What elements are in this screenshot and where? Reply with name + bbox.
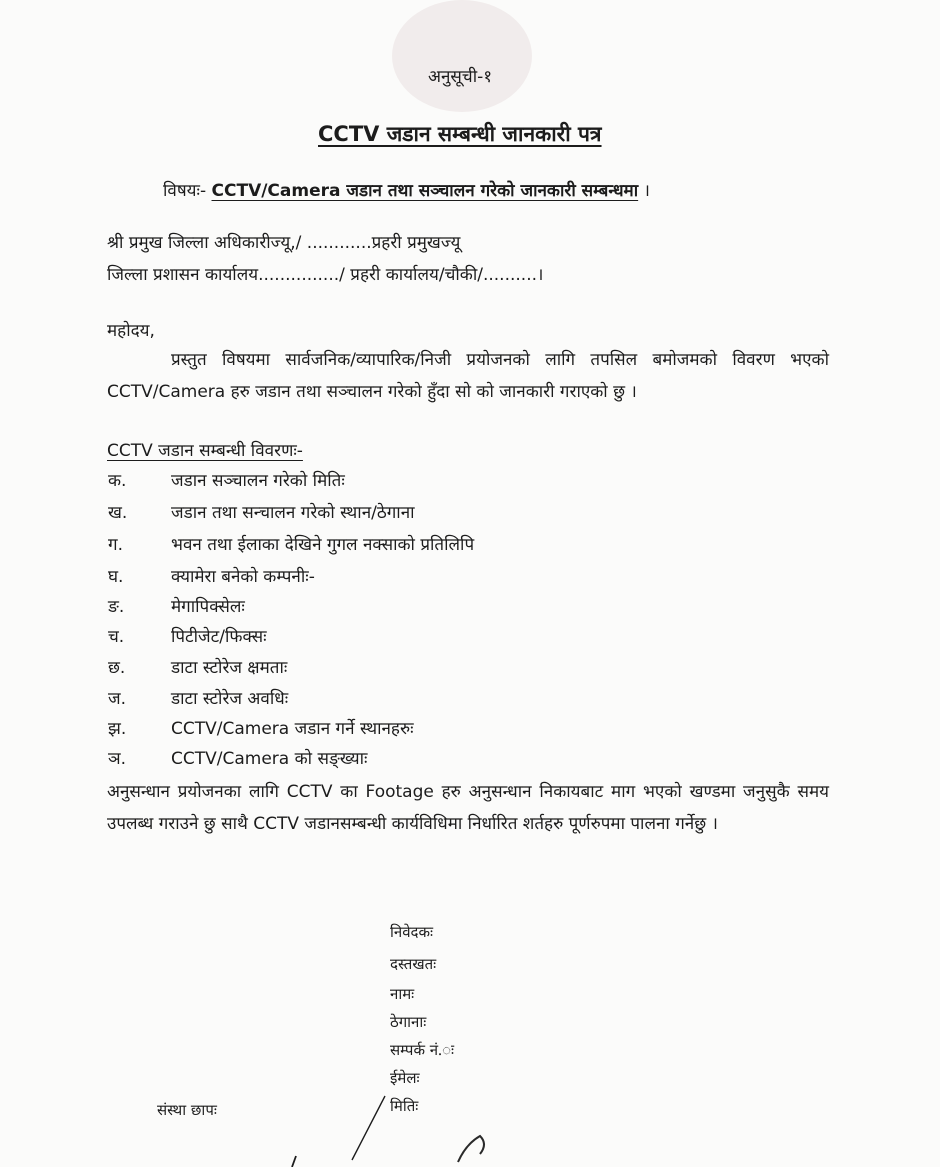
applicant-field: नामः [390, 985, 415, 1003]
address-line-1: श्री प्रमुख जिल्ला अधिकारीज्यू,/ ............प्रहरी प्रमुखज्यू [107, 233, 461, 253]
closing-paragraph: अनुसन्धान प्रयोजनका लागि CCTV का Footage हरु अनुसन्धान निकायबाट माग भएको खण्डमा जनुसुकै समय उपलब्ध गराउने छु साथै CCTV जडानसम्बन्धी कार्यविधिमा निर्धारित शर्तहरु पूर्णरुपमा पालना गर्नेछु । [107, 782, 829, 834]
detail-label: जडान तथा सन्चालन गरेको स्थान/ठेगाना [171, 503, 415, 523]
detail-label: क्यामेरा बनेको कम्पनीः- [171, 567, 315, 587]
detail-letter: झ. [108, 719, 127, 739]
detail-label: पिटीजेट/फिक्सः [171, 627, 267, 647]
detail-letter: ग. [108, 535, 123, 555]
applicant-field: दस्तखतः [390, 955, 437, 973]
detail-letter: ञ. [108, 749, 127, 769]
detail-letter: क. [108, 471, 127, 491]
signature-stroke [352, 1096, 385, 1160]
signature-stroke [458, 1136, 484, 1162]
address-line-2: जिल्ला प्रशासन कार्यालय.............../ प्रहरी कार्यालय/चौकी/..........। [107, 265, 544, 285]
applicant-field: ठेगानाः [390, 1013, 427, 1031]
detail-letter: छ. [108, 658, 126, 678]
detail-letter: ज. [108, 689, 127, 709]
detail-label: CCTV/Camera जडान गर्ने स्थानहरुः [171, 719, 414, 739]
detail-label: डाटा स्टोरेज क्षमताः [171, 658, 288, 678]
salutation: महोदय, [107, 321, 155, 341]
detail-label: डाटा स्टोरेज अवधिः [171, 689, 289, 709]
detail-letter: च. [108, 627, 125, 647]
intro-paragraph: प्रस्तुत विषयमा सार्वजनिक/व्यापारिक/निजी प्रयोजनको लागि तपसिल बमोजमको विवरण भएको CCTV/Camera हरु जडान तथा सञ्चालन गरेको हुँदा सो को जानकारी गराएको छु । [107, 350, 829, 402]
detail-label: भवन तथा ईलाका देखिने गुगल नक्साको प्रतिलिपि [171, 535, 475, 555]
subject-prefix: विषयः- [163, 181, 207, 201]
detail-letter: घ. [108, 567, 124, 587]
applicant-field: निवेदकः [390, 923, 434, 941]
seal-label: संस्था छापः [157, 1101, 217, 1119]
signature-stroke [292, 1156, 296, 1167]
applicant-field: सम्पर्क नं.ः [390, 1041, 455, 1059]
applicant-field: ईमेलः [390, 1069, 420, 1087]
applicant-field: मितिः [390, 1097, 419, 1115]
detail-letter: ख. [108, 503, 128, 523]
detail-label: मेगापिक्सेलः [171, 597, 245, 617]
detail-letter: ङ. [108, 597, 125, 617]
subject-text: CCTV/Camera जडान तथा सञ्चालन गरेको जानकारी सम्बन्धमा [211, 181, 639, 201]
subject-suffix: । [643, 181, 650, 201]
schedule-label: अनुसूची-१ [428, 67, 493, 87]
detail-label: जडान सञ्चालन गरेको मितिः [171, 471, 345, 491]
details-title: CCTV जडान सम्बन्धी विवरणः- [107, 441, 303, 461]
document-title: CCTV जडान सम्बन्धी जानकारी पत्र [318, 122, 602, 146]
detail-label: CCTV/Camera को सङ्ख्याः [171, 749, 368, 769]
